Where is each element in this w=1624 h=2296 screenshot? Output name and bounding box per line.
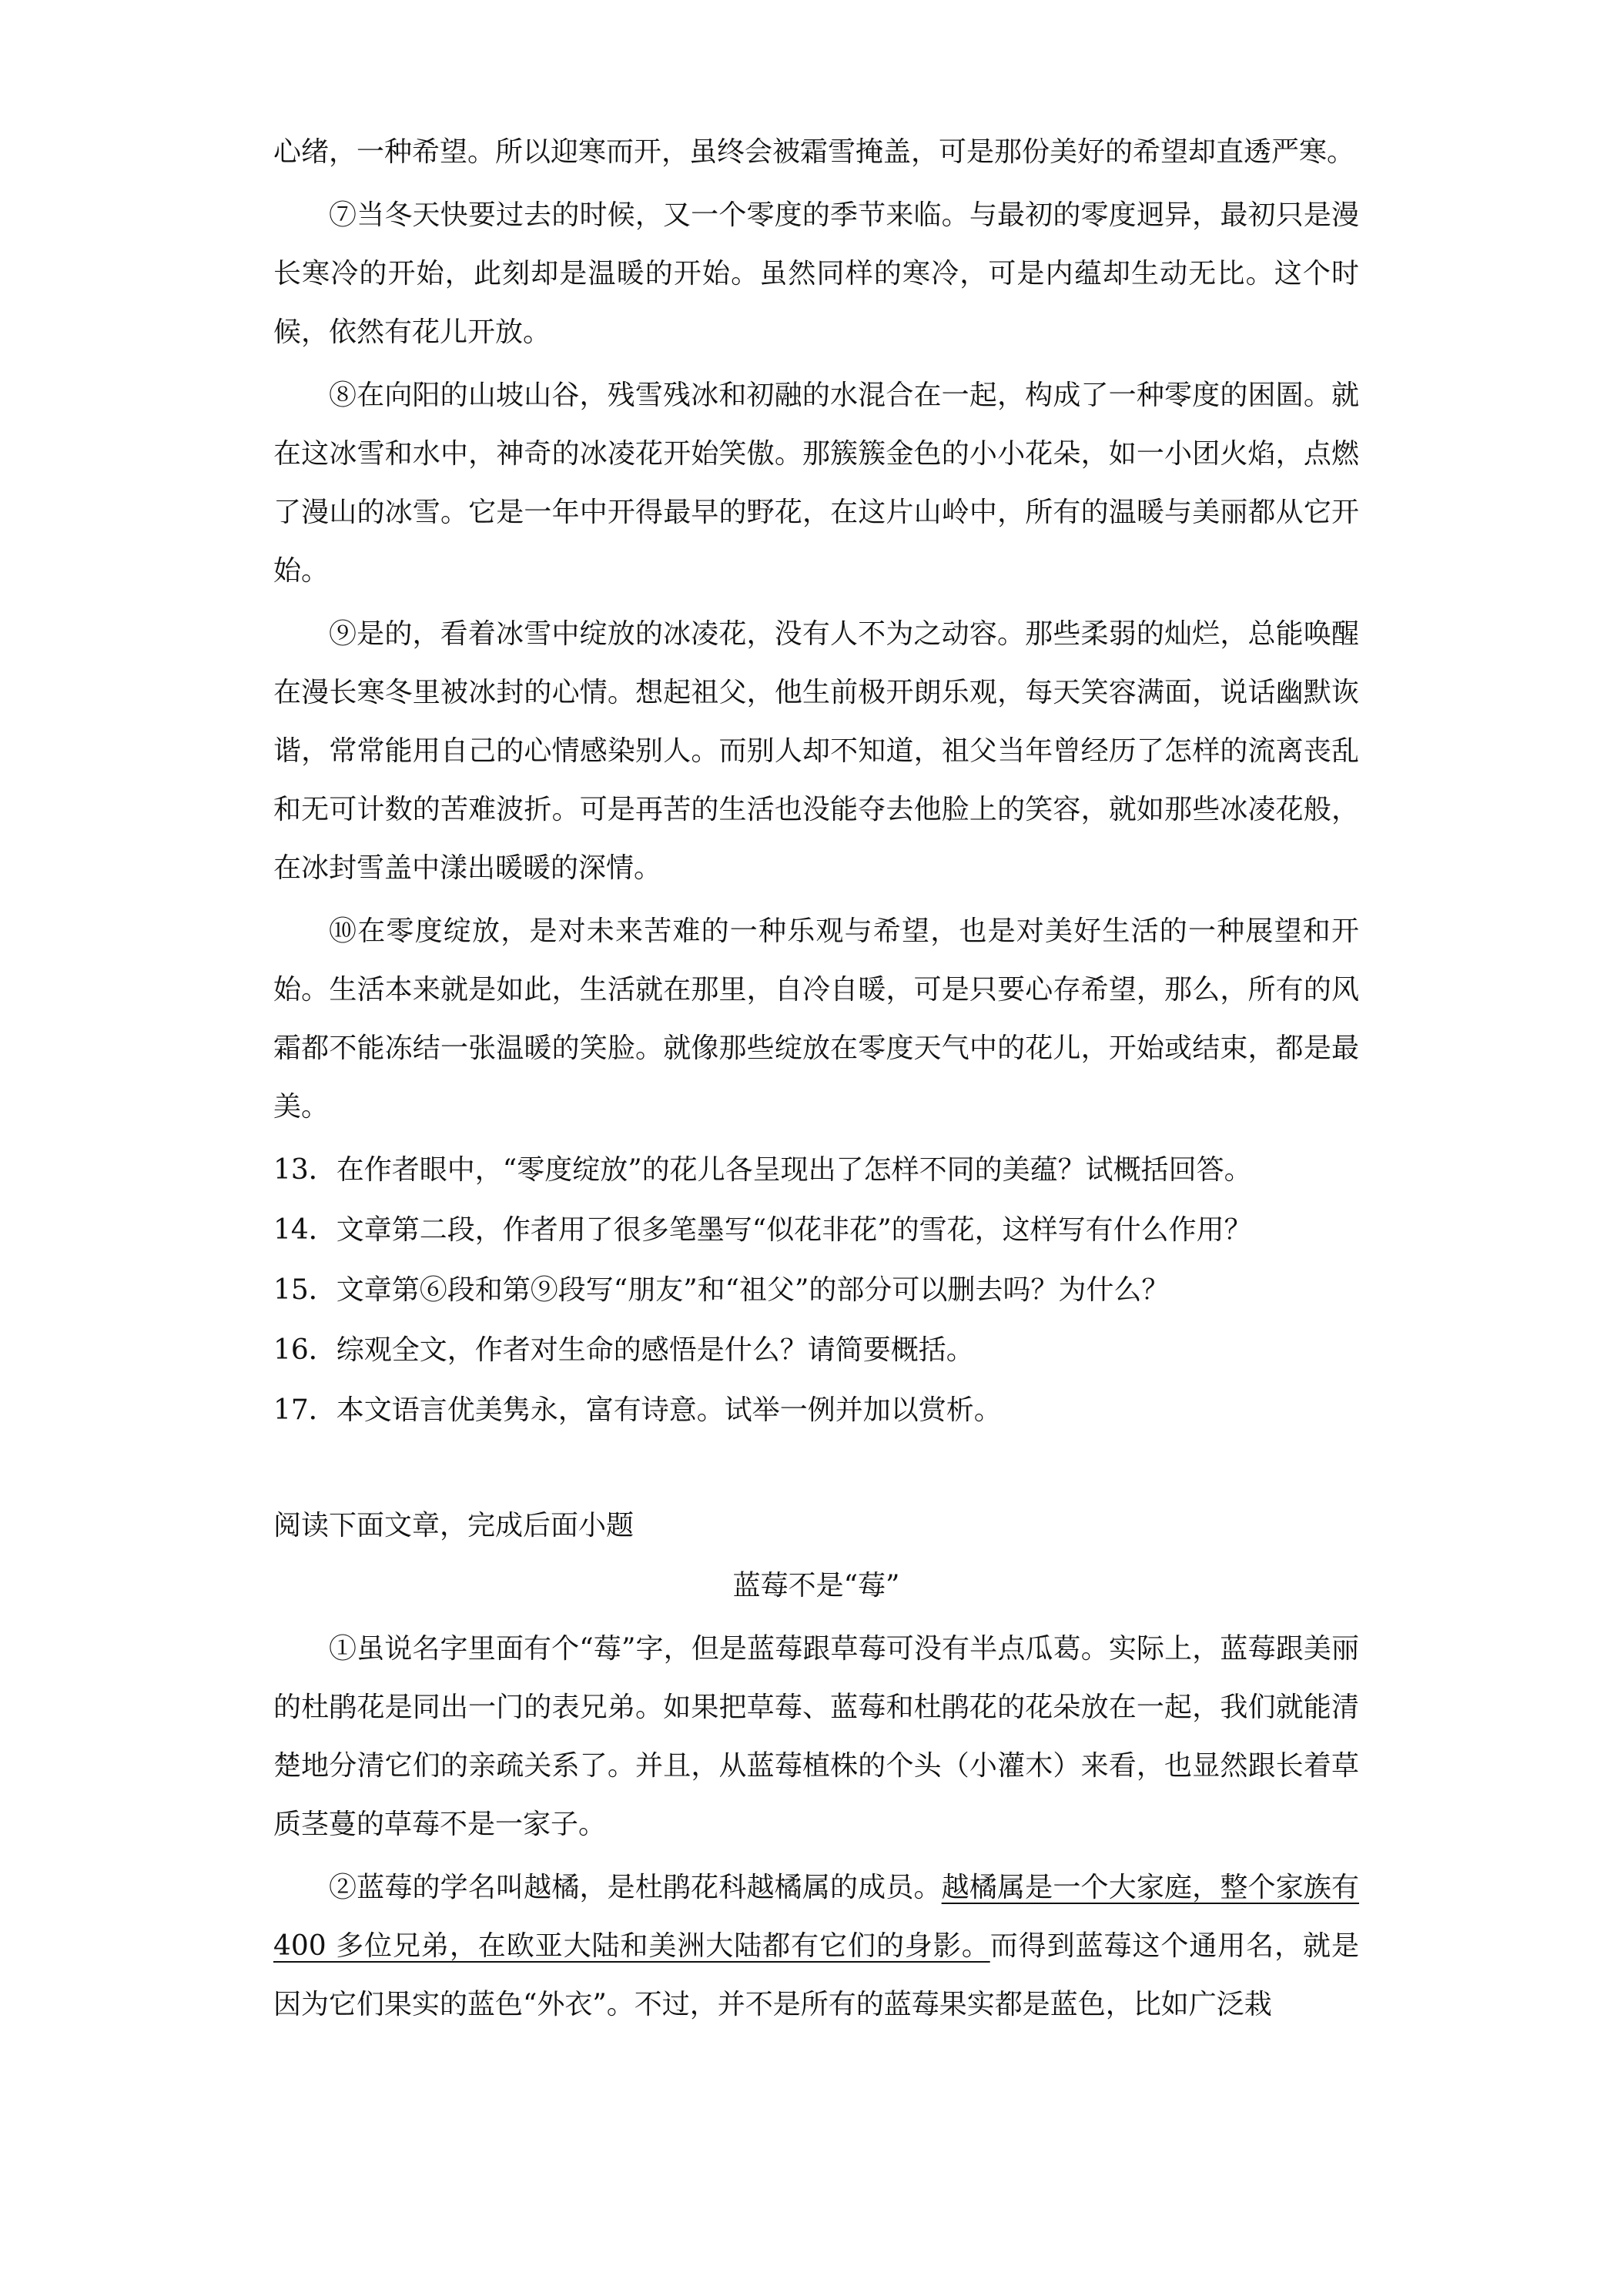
underlined-sentence: 越橘属是一个大家庭，整个家族有 400 多位兄弟，在欧亚大陆和美洲大陆都有它们的身影。 xyxy=(273,1872,1359,1962)
question-15: 15．文章第⑥段和第⑨段写“朋友”和“祖父”的部分可以删去吗？为什么？ xyxy=(273,1274,1170,1306)
reading-instruction: 阅读下面文章，完成后面小题 xyxy=(273,1510,635,1541)
paragraph-7: ⑦当冬天快要过去的时候，又一个零度的季节来临。与最初的零度迥异，最初只是漫长寒冷的开始，此刻却是温暖的开始。虽然同样的寒冷，可是内蕴却生动无比。这个时候，依然有花儿开放。 xyxy=(273,199,1359,348)
question-16: 16．综观全文，作者对生命的感悟是什么？请简要概括。 xyxy=(273,1334,974,1366)
article-title: 蓝莓不是“莓” xyxy=(732,1570,900,1602)
section-spacer xyxy=(273,1451,1359,1506)
paragraph-1: ①虽说名字里面有个“莓”字，但是蓝莓跟草莓可没有半点瓜葛。实际上，蓝莓跟美丽的杜鹃花是同出一门的表兄弟。如果把草莓、蓝莓和杜鹃花的花朵放在一起，我们就能清楚地分清它们的亲疏关系了。并且，从蓝莓植株的个头（小灌木）来看，也显然跟长着草质茎蔓的草莓不是一家子。 xyxy=(273,1633,1359,1840)
question-13: 13．在作者眼中，“零度绽放”的花儿各呈现出了怎样不同的美蕴？试概括回答。 xyxy=(273,1154,1252,1186)
paragraph-9: ⑨是的，看着冰雪中绽放的冰凌花，没有人不为之动容。那些柔弱的灿烂，总能唤醒在漫长寒冬里被冰封的心情。想起祖父，他生前极开朗乐观，每天笑容满面，说话幽默诙谐，常常能用自己的心情感染别人。而别人却不知道，祖父当年曾经历了怎样的流离丧乱和无可计数的苦难波折。可是再苦的生活也没能夺去他脸上的笑容，就如那些冰凌花般，在冰封雪盖中漾出暖暖的深情。 xyxy=(273,618,1359,884)
document-content xyxy=(273,123,1359,2034)
question-14: 14．文章第二段，作者用了很多笔墨写“似花非花”的雪花，这样写有什么作用？ xyxy=(273,1214,1252,1246)
paragraph-2-end: 而得到蓝莓这个通用名，就是因为它们果实的蓝色“外衣”。不过，并不是所有的蓝莓果实都是蓝色，比如广泛栽 xyxy=(273,1930,1359,2020)
question-17: 17．本文语言优美隽永，富有诗意。试举一例并加以赏析。 xyxy=(273,1394,1002,1426)
paragraph-2 xyxy=(273,1859,1359,2034)
paragraph-10: ⑩在零度绽放，是对未来苦难的一种乐观与希望，也是对美好生活的一种展望和开始。生活本来就是如此，生活就在那里，自冷自暖，可是只要心存希望，那么，所有的风霜都不能冻结一张温暖的笑脸。就像那些绽放在零度天气中的花儿，开始或结束，都是最美。 xyxy=(273,915,1359,1123)
paragraph-8: ⑧在向阳的山坡山谷，残雪残冰和初融的水混合在一起，构成了一种零度的困圄。就在这冰雪和水中，神奇的冰凌花开始笑傲。那簇簇金色的小小花朵，如一小团火焰，点燃了漫山的冰雪。它是一年中开得最早的野花，在这片山岭中，所有的温暖与美丽都从它开始。 xyxy=(273,380,1359,587)
question-list xyxy=(273,1150,1359,1431)
paragraph-continued: 心绪，一种希望。所以迎寒而开，虽终会被霜雪掩盖，可是那份美好的希望却直透严寒。 xyxy=(273,136,1355,168)
paragraph-2-start: ②蓝莓的学名叫越橘，是杜鹃花科越橘属的成员。 xyxy=(329,1872,942,1903)
